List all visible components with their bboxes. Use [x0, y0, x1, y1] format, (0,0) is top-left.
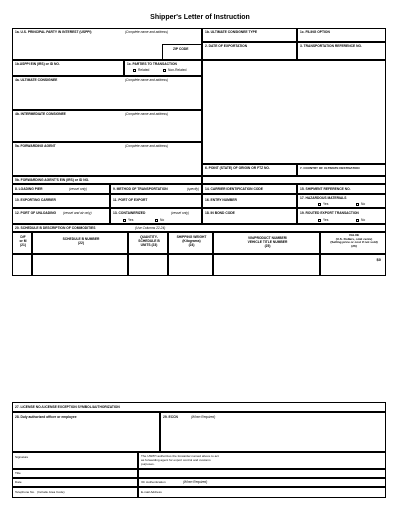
- routed-yes-checkbox[interactable]: [318, 219, 321, 222]
- port-unloading-note: (vessel and air only): [63, 211, 92, 215]
- related-checkbox[interactable]: [133, 69, 136, 72]
- usppi-ein-label: 1b.USPPI EIN (IRS) or ID NO.: [15, 62, 60, 66]
- col-vin-header: [213, 232, 320, 254]
- row-qty-cell[interactable]: [128, 254, 168, 276]
- non-related-label: Non-Related: [168, 68, 187, 72]
- usppi-note: (Complete name and address): [125, 30, 169, 34]
- page-title: Shipper's Letter of Instruction: [150, 14, 250, 21]
- authorized-officer-label: 28. Duly authorized officer or employee: [15, 415, 77, 419]
- authorization-statement: [138, 452, 386, 469]
- routed-no-label: No: [361, 218, 366, 222]
- email-label: E-mail Address: [141, 490, 162, 494]
- destination-country-field[interactable]: [297, 164, 386, 176]
- right-blank-area: [202, 60, 386, 164]
- exporting-carrier-field[interactable]: [12, 194, 110, 208]
- routed-export-field: [297, 208, 386, 224]
- signature-field[interactable]: [12, 452, 138, 469]
- ein-right-blank: [202, 176, 386, 184]
- zip-label: ZIP CODE: [173, 47, 189, 51]
- intermediate-consignee-label: 4b. INTERMEDIATE CONSIGNEE: [15, 112, 66, 116]
- authentication-label: 30. Authentication: [141, 480, 166, 484]
- col-value-header: [320, 232, 386, 254]
- authorization-text: The USPPI authorizes the forwarder named above to act as forwarding agent for export control and customs purposes.: [141, 454, 219, 466]
- parties-field: [124, 60, 202, 76]
- row-weight-cell[interactable]: [168, 254, 213, 276]
- hazardous-yes-label: Yes: [323, 202, 329, 206]
- port-unloading-label: 12. PORT OF UNLOADING: [15, 211, 57, 215]
- schedule-b-description-field: [12, 224, 386, 232]
- carrier-code-label: 14. CARRIER IDENTIFICATION CODE: [205, 187, 264, 191]
- license-label: 27. LICENSE NO./LICENSE EXCEPTION SYMBOL/AUTHORIZATION: [15, 405, 120, 409]
- shipment-ref-field[interactable]: [297, 184, 386, 194]
- col-qty-label: QUANTITY- SCHEDULE B UNITS (23): [138, 235, 160, 247]
- parties-label: 1c. PARTIES TO TRANSACTION: [127, 62, 177, 66]
- col-value-label: VALUE (U.S. Dollars, omit cents) (Selling price or cost if not sold) (26): [330, 233, 378, 249]
- hazardous-field: [297, 194, 386, 208]
- routed-export-label: 19. ROUTED EXPORT TRANSACTION: [300, 211, 359, 215]
- forwarding-agent-ein-label: 5b. FORWARDING AGENT'S EIN (IRS) or ID NO.: [15, 178, 90, 182]
- authorized-officer-field[interactable]: [12, 412, 160, 452]
- containerized-field: [110, 208, 202, 224]
- intermediate-consignee-field[interactable]: [12, 110, 202, 142]
- value-amount: $0: [376, 257, 381, 262]
- containerized-yes-checkbox[interactable]: [123, 219, 126, 222]
- containerized-yes-label: Yes: [128, 218, 134, 222]
- hazardous-yes-checkbox[interactable]: [318, 203, 321, 206]
- transport-method-field[interactable]: [110, 184, 202, 194]
- date-export-label: 2. DATE OF EXPORTATION: [205, 44, 248, 48]
- routed-yes-label: Yes: [323, 218, 329, 222]
- shipment-ref-label: 15. SHIPMENT REFERENCE NO.: [300, 187, 351, 191]
- filing-option-field[interactable]: [297, 28, 386, 42]
- related-label: Related: [138, 68, 150, 72]
- date-label: Date: [15, 480, 22, 484]
- col-qty-header: [128, 232, 168, 254]
- forwarding-agent-field[interactable]: [12, 142, 202, 176]
- hazardous-label: 17. HAZARDOUS MATERIALS: [300, 196, 347, 200]
- row-vin-cell[interactable]: [213, 254, 320, 276]
- intermediate-consignee-note: (Complete name and address): [125, 112, 169, 116]
- telephone-note: (Include Area Code): [37, 490, 65, 494]
- transport-method-label: 9. METHOD OF TRANSPORTATION: [113, 187, 168, 191]
- col-vin-label: VIN/PRODUCT NUMBER/ VEHICLE TITLE NUMBER (25): [247, 236, 288, 248]
- port-export-field[interactable]: [110, 194, 202, 208]
- transport-ref-field[interactable]: [297, 42, 386, 60]
- row-value-cell[interactable]: [320, 254, 386, 276]
- title-field[interactable]: [12, 469, 138, 478]
- loading-pier-label: 8. LOADING PIER: [15, 187, 43, 191]
- ultimate-consignee-note: (Complete name and address): [125, 78, 169, 82]
- authentication-note: (When Required): [183, 480, 208, 484]
- col-df-label: D/F or M (21): [19, 235, 27, 247]
- schedule-b-description-label: 20. SCHEDULE B DESCRIPTION OF COMMODITIES: [15, 226, 96, 230]
- forwarding-agent-note: (Complete name and address): [125, 144, 169, 148]
- usppi-label: 1a. U.S. PRINCIPAL PARTY IN INTEREST (USPPI): [15, 30, 92, 34]
- containerized-no-label: No: [160, 218, 165, 222]
- hazardous-no-label: No: [361, 202, 366, 206]
- non-related-checkbox[interactable]: [163, 69, 166, 72]
- routed-no-checkbox[interactable]: [356, 219, 359, 222]
- port-unloading-field[interactable]: [12, 208, 110, 224]
- loading-pier-note: (vessel only): [69, 187, 87, 191]
- consignee-type-field[interactable]: [202, 28, 297, 42]
- row-df-cell[interactable]: [12, 254, 32, 276]
- authentication-field[interactable]: [138, 478, 386, 487]
- entry-number-field[interactable]: [202, 194, 297, 208]
- license-field[interactable]: [12, 402, 386, 412]
- carrier-code-field[interactable]: [202, 184, 297, 194]
- row-schedule-cell[interactable]: [32, 254, 128, 276]
- in-bond-label: 18. IN BOND CODE: [205, 211, 235, 215]
- date-field[interactable]: [12, 478, 138, 487]
- in-bond-field[interactable]: [202, 208, 297, 224]
- col-weight-header: [168, 232, 213, 254]
- forwarding-agent-ein-field[interactable]: [12, 176, 202, 184]
- entry-number-label: 16. ENTRY NUMBER: [205, 198, 237, 202]
- title-label: Title: [15, 471, 21, 475]
- usppi-ein-field[interactable]: [12, 60, 124, 76]
- ultimate-consignee-field[interactable]: [12, 76, 202, 110]
- origin-label: 6. POINT (STATE) OF ORIGIN OR FTZ NO.: [205, 166, 270, 170]
- telephone-label: Telephone No.: [15, 490, 35, 494]
- ultimate-consignee-label: 4a. ULTIMATE CONSIGNEE: [15, 78, 58, 82]
- origin-field[interactable]: [202, 164, 297, 176]
- date-export-field[interactable]: [202, 42, 297, 60]
- filing-option-label: 1c. FILING OPTION: [300, 30, 330, 34]
- exporting-carrier-label: 10. EXPORTING CARRIER: [15, 198, 56, 202]
- email-field[interactable]: [138, 487, 386, 498]
- containerized-note: (vessel only): [171, 211, 189, 215]
- col-schedule-label: SCHEDULE B NUMBER (22): [62, 237, 100, 245]
- eccn-label: 29. ECCN: [163, 415, 178, 419]
- consignee-type-label: 1b. ULTIMATE CONSIGNEE TYPE: [205, 30, 258, 34]
- schedule-b-use-columns: (Use Columns 22-24): [135, 226, 166, 230]
- destination-country-label: 7. COUNTRY OF ULTIMATE DESTINATION: [300, 166, 360, 170]
- title-right-blank: [138, 469, 386, 478]
- hazardous-no-checkbox[interactable]: [356, 203, 359, 206]
- port-export-label: 11. PORT OF EXPORT: [113, 198, 148, 202]
- containerized-no-checkbox[interactable]: [155, 219, 158, 222]
- eccn-note: (When Required): [191, 415, 216, 419]
- containerized-label: 13. CONTAINERIZED: [113, 211, 146, 215]
- forwarding-agent-label: 5a. FORWARDING AGENT: [15, 144, 56, 148]
- signature-label: Signature: [15, 455, 29, 459]
- col-df-header: [12, 232, 32, 254]
- loading-pier-field[interactable]: [12, 184, 110, 194]
- zip-code-field[interactable]: [162, 44, 202, 60]
- col-weight-label: SHIPPING WEIGHT (Kilograms) (24): [176, 235, 207, 247]
- transport-ref-label: 3. TRANSPORTATION REFERENCE NO.: [300, 44, 362, 48]
- eccn-field[interactable]: [160, 412, 386, 452]
- col-schedule-header: [32, 232, 128, 254]
- transport-method-note: (specify): [187, 187, 200, 191]
- telephone-field[interactable]: [12, 487, 138, 498]
